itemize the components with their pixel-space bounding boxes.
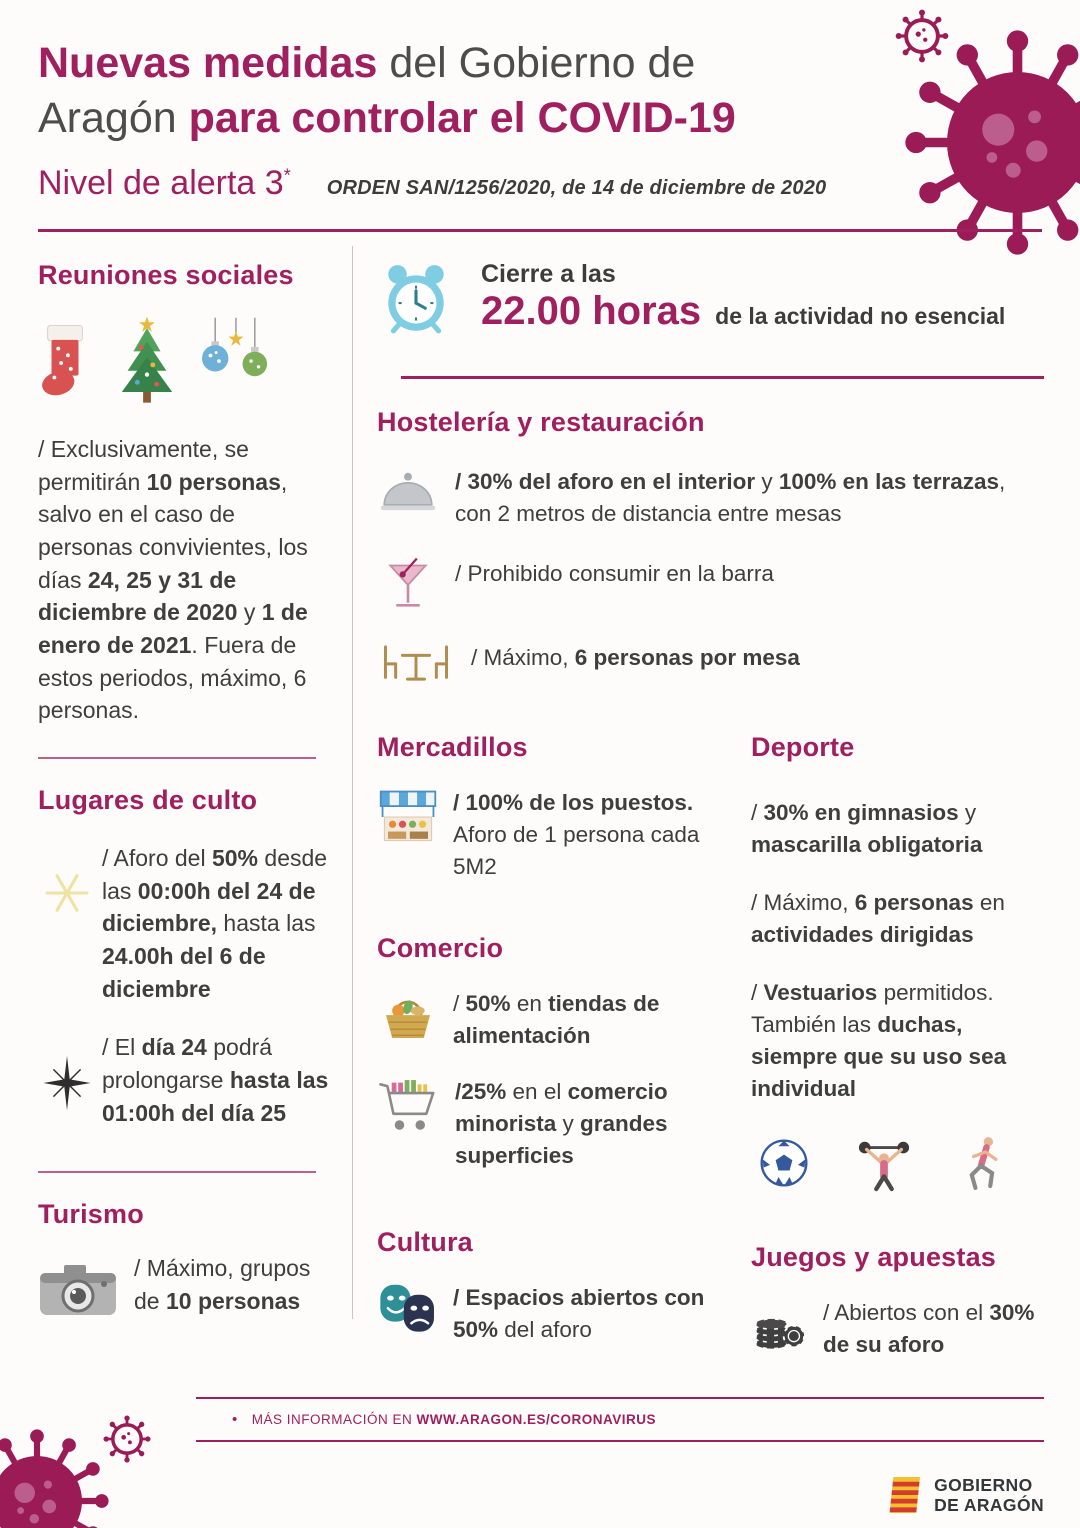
bethlehem-star-icon — [38, 1031, 102, 1113]
two-column-grid — [377, 732, 1044, 1361]
alert-level: Nivel de alerta 3* — [38, 164, 291, 203]
list-item — [377, 640, 1044, 686]
cierre-time: 22.00 horas — [481, 289, 702, 334]
page-title — [38, 36, 918, 146]
weightlifting-icon — [857, 1134, 911, 1192]
camera-icon — [38, 1252, 134, 1320]
section-title: Lugares de culto — [38, 784, 258, 815]
market-stall-icon — [377, 787, 439, 847]
main-content — [0, 246, 1080, 1361]
list-item — [377, 988, 709, 1052]
culto-item-text: / El día 24 podrá prolongarse hasta las 01:00h del día 25 — [102, 1034, 329, 1126]
ornaments-icon — [202, 317, 268, 409]
logo-text — [934, 1475, 1044, 1515]
section-deporte — [751, 732, 1044, 1193]
list-item — [751, 1297, 1044, 1361]
list-item — [38, 842, 330, 1005]
hosteleria-item-text: / 30% del aforo en el interior y 100% en las terrazas, con 2 metros de distancia entre mesas — [455, 469, 1006, 526]
reuniones-text: / Exclusivamente, se permitirán 10 personas, salvo en el caso de personas convivientes, los días 24, 25 y 31 de diciembre de 2020 y 1 de enero de 2021. Fuera de estos periodos, máximo, 6 personas. — [38, 436, 308, 724]
bullet-icon: • — [232, 1411, 238, 1428]
list-item — [38, 1031, 330, 1129]
section-title: Reuniones sociales — [38, 260, 294, 291]
page-title-line2: Aragón para controlar el COVID-19 — [38, 94, 736, 143]
food-basket-icon — [377, 988, 439, 1044]
alarm-clock-icon — [377, 260, 455, 340]
list-item — [377, 1076, 709, 1172]
table-chairs-icon — [377, 640, 455, 686]
christmas-icons-row — [38, 311, 330, 409]
running-icon — [957, 1134, 1005, 1192]
section-cierre — [377, 260, 1044, 340]
cocktail-icon — [377, 556, 439, 614]
section-lugares-de-culto — [38, 785, 330, 1129]
section-divider — [38, 1171, 316, 1173]
section-title: Mercadillos — [377, 731, 528, 762]
section-title: Comercio — [377, 932, 504, 963]
info-url-link[interactable]: WWW.ARAGON.ES/CORONAVIRUS — [416, 1412, 657, 1427]
deporte-column — [709, 732, 1044, 1361]
list-item — [377, 464, 1044, 530]
info-bar — [196, 1397, 1044, 1442]
info-prefix: MÁS INFORMACIÓN EN — [251, 1412, 417, 1427]
section-reuniones-sociales — [38, 260, 330, 727]
shining-light-icon — [38, 842, 102, 922]
section-divider — [38, 757, 316, 759]
order-reference: ORDEN SAN/1256/2020, de 14 de diciembre de 2020 — [326, 177, 827, 200]
deporte-text: / Vestuarios permitidos. También las duchas, siempre que su uso sea individual — [751, 979, 1007, 1101]
list-item — [377, 787, 709, 883]
header-rule — [38, 229, 1042, 232]
list-item — [377, 556, 1044, 614]
section-title: Hostelería y restauración — [377, 407, 705, 438]
middle-column — [377, 732, 709, 1361]
theater-masks-icon — [377, 1282, 439, 1336]
cierre-intro: Cierre a las — [481, 260, 616, 289]
left-column — [38, 246, 330, 1361]
section-hosteleria — [377, 407, 1044, 686]
section-rule — [401, 376, 1044, 379]
mercadillos-item-text: / 100% de los puestos. Aforo de 1 persona cada 5M2 — [453, 789, 700, 879]
list-item — [377, 1282, 709, 1346]
aragon-flag-icon — [886, 1474, 924, 1516]
section-juegos — [751, 1242, 1044, 1361]
gobierno-de-aragon-logo — [886, 1474, 1044, 1516]
deporte-text: / Máximo, 6 personas en actividades dirigidas — [751, 889, 1005, 947]
virus-icon — [0, 1426, 112, 1528]
comercio-item-text: / 50% en tiendas de alimentación — [453, 990, 660, 1048]
section-comercio — [377, 933, 709, 1172]
hosteleria-item-text: / Máximo, 6 personas por mesa — [471, 644, 800, 670]
poker-chips-icon — [751, 1297, 809, 1351]
christmas-stocking-icon — [38, 319, 92, 409]
turismo-item-text: / Máximo, grupos de 10 personas — [134, 1255, 311, 1314]
comercio-item-text: /25% en el comercio minorista y grandes superficies — [455, 1078, 668, 1168]
cierre-suffix: de la actividad no esencial — [715, 303, 1006, 330]
shopping-cart-icon — [377, 1076, 441, 1136]
sports-icons-row — [751, 1134, 1044, 1192]
logo-line1: GOBIERNO — [934, 1474, 1033, 1495]
page-title-line1: Nuevas medidas del Gobierno de — [38, 39, 696, 87]
culto-item-text: / Aforo del 50% desde las 00:00h del 24 de diciembre, hasta las 24.00h del 6 de diciembre — [102, 844, 328, 1002]
section-title: Cultura — [377, 1227, 473, 1258]
hosteleria-item-text: / Prohibido consumir en la barra — [455, 560, 774, 586]
soccer-ball-icon — [757, 1136, 811, 1190]
list-item — [38, 1252, 330, 1320]
section-title: Turismo — [38, 1199, 144, 1230]
alert-note-mark: * — [283, 165, 291, 186]
section-title: Deporte — [751, 731, 855, 762]
section-turismo — [38, 1199, 330, 1320]
christmas-tree-icon — [116, 313, 178, 409]
section-mercadillos — [377, 732, 709, 883]
juegos-item-text: / Abiertos con el 30% de su aforo — [823, 1300, 1035, 1358]
section-title: Juegos y apuestas — [751, 1242, 997, 1273]
header — [0, 0, 1080, 232]
deporte-text: / 30% en gimnasios y mascarilla obligatoria — [751, 799, 983, 857]
serving-dish-icon — [377, 464, 439, 514]
logo-line2: DE ARAGÓN — [934, 1495, 1044, 1515]
right-column — [353, 246, 1044, 1361]
cultura-item-text: / Espacios abiertos con 50% del aforo — [453, 1285, 705, 1343]
section-cultura — [377, 1227, 709, 1346]
